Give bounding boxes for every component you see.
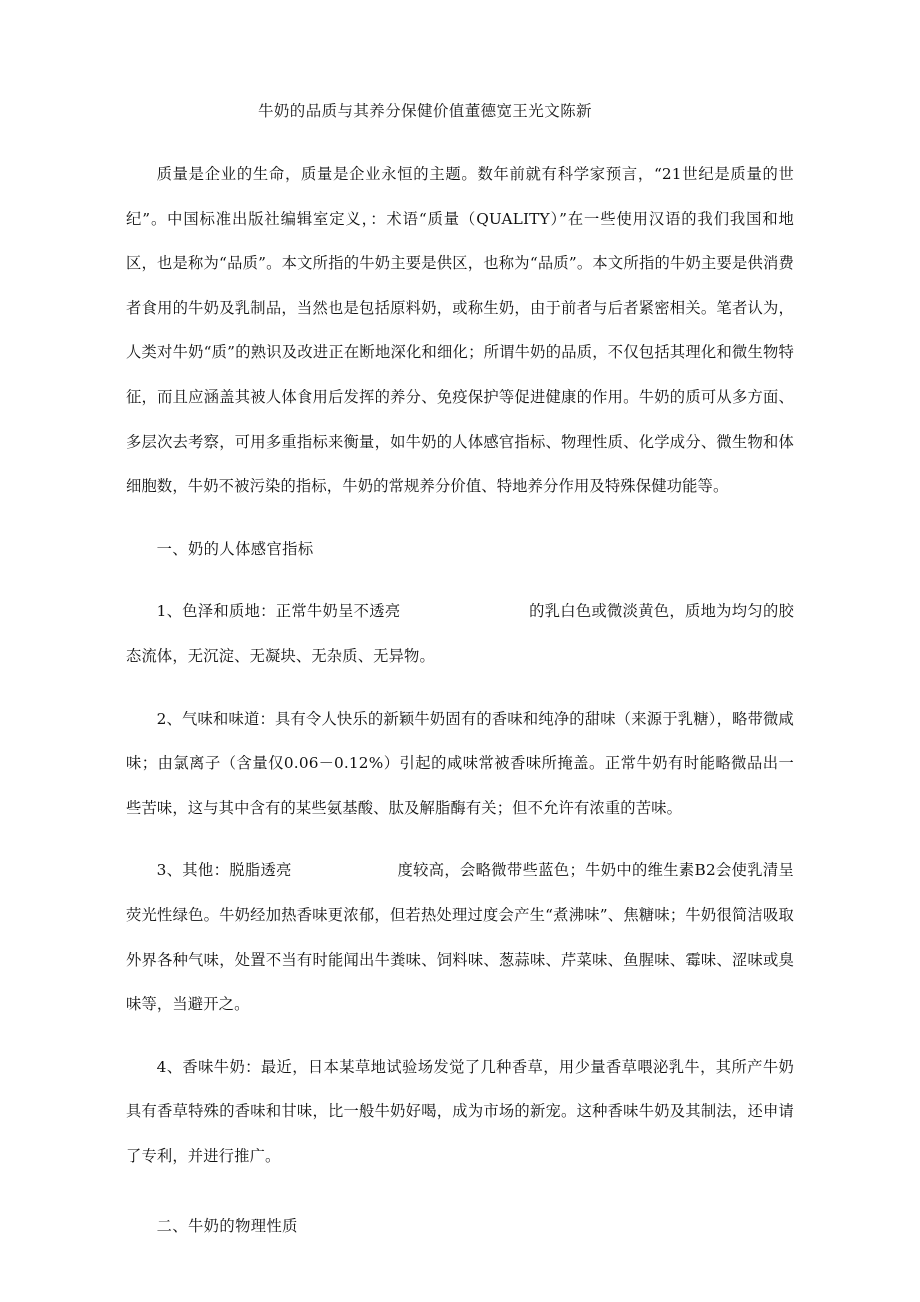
item-2-odor-taste: 2、气味和味道：具有令人快乐的新颖牛奶固有的香味和纯净的甜味（来源于乳糖），略带微咸味；由氯离子（含量仅0.06－0.12%）引起的咸味常被香味所掩盖。正常牛奶有时能略微品出一些苦味，这与其中含有的某些氨基酸、肽及解脂酶有关；但不允许有浓重的苦味。 [126,709,794,817]
spacer-after-heading-one [126,571,794,589]
item-3-text-before-gap: 3、其他：脱脂透亮 [156,861,292,880]
item-1-text-after-gap: 的乳白色或微淡黄色，质地为均匀的胶态流体，无沉淀、无凝块、无杂质、无异物。 [126,602,794,665]
document-body [126,96,794,1249]
section-heading-one: 一、奶的人体感官指标 [156,539,314,558]
item-3-other [126,848,794,1026]
spacer-after-item-2 [126,830,794,848]
spacer-after-item-4 [126,1178,794,1204]
item-1-text-before-gap: 1、色泽和质地：正常牛奶呈不透亮 [156,602,401,621]
section-heading-two: 二、牛奶的物理性质 [156,1217,298,1236]
spacer-after-intro [126,509,794,527]
spacer-after-item-3 [126,1027,794,1045]
item-1-color-texture [126,589,794,678]
intro-paragraph: 质量是企业的生命，质量是企业永恒的主题。数年前就有科学家预言，“21世纪是质量的世纪”。中国标准出版社编辑室定义，：术语“质量（QUALITY）”在一些使用汉语的我们我国和地区，也是称为“品质”。本文所指的牛奶主要是供区，也称为“品质”。本文所指的牛奶主要是供消费者食用的牛奶及乳制品，当然也是包括原料奶，或称生奶，由于前者与后者紧密相关。笔者认为，人类对牛奶“质”的熟识及改进正在断地深化和细化；所谓牛奶的品质，不仅包括其理化和微生物特征，而且应涵盖其被人体食用后发挥的养分、免疫保护等促进健康的作用。牛奶的质可从多方面、多层次去考察，可用多重指标来衡量，如牛奶的人体感官指标、物理性质、化学成分、微生物和体细胞数，牛奶不被污染的指标，牛奶的常规养分价值、特地养分作用及特殊保健功能等。 [126,165,794,496]
document-title: 牛奶的品质与其养分保健价值董德宽王光文陈新 [258,102,592,120]
item-4-flavored-milk: 4、香味牛奶：最近，日本某草地试验场发觉了几种香草，用少量香草喂泌乳牛，其所产牛奶具有香草特殊的香味和甘味，比一般牛奶好喝，成为市场的新宠。这种香味牛奶及其制法，还申请了专利，并进行推广。 [126,1057,794,1165]
item-3-text-after-gap: 度较高，会略微带些蓝色；牛奶中的维生素B2会使乳清呈荧光性绿色。牛奶经加热香味更浓郁，但若热处理过度会产生“煮沸味”、焦糖味；牛奶很简洁吸取外界各种气味，处置不当有时能闻出牛粪味、饲料味、葱蒜味、芹菜味、鱼腥味、霉味、涩味或臭味等，当避开之。 [126,861,794,1014]
spacer-after-item-1 [126,679,794,697]
